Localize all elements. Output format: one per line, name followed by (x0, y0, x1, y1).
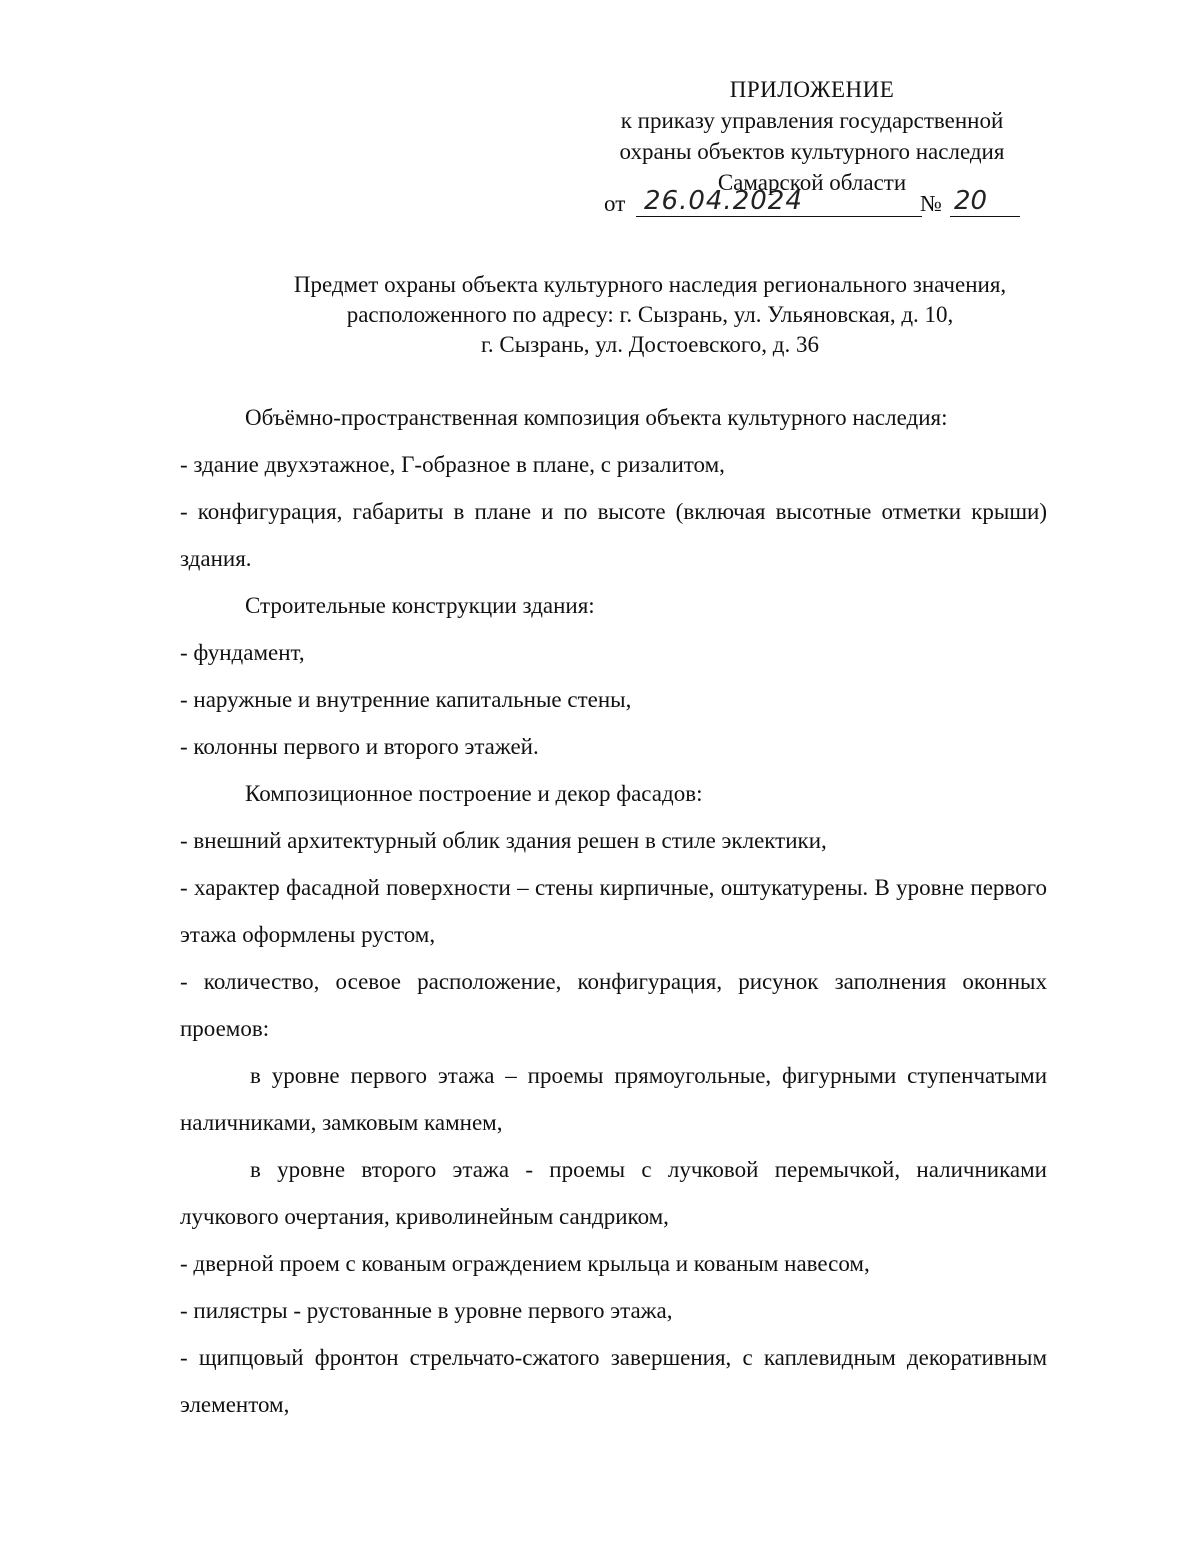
number-underline (950, 216, 1020, 217)
list-item: - щипцовый фронтон стрельчато-сжатого завершения, с каплевидным декоративным элементом, (180, 1345, 1047, 1417)
document-body (180, 394, 1047, 1428)
list-item: - дверной проем с кованым ограждением крыльца и кованым навесом, (180, 1251, 870, 1276)
sub-list-item: в уровне первого этажа – проемы прямоугольные, фигурными ступенчатыми наличниками, замковым камнем, (180, 1063, 1047, 1135)
date-prefix: от (604, 191, 626, 216)
appendix-line-1: к приказу управления государственной (620, 108, 1004, 133)
list-item: - фундамент, (180, 640, 305, 665)
list-item: - внешний архитектурный облик здания решен в стиле эклектики, (180, 828, 827, 853)
order-date-number (604, 186, 1024, 222)
handwritten-number: 20 (954, 186, 988, 216)
list-item: - наружные и внутренние капитальные стены, (180, 687, 632, 712)
date-underline (636, 216, 922, 217)
subject-heading (220, 270, 1080, 360)
subject-line-1: Предмет охраны объекта культурного наследия регионального значения, (293, 272, 1007, 297)
subject-line-2: расположенного по адресу: г. Сызрань, ул. Ульяновская, д. 10, (346, 302, 954, 327)
list-item: - количество, осевое расположение, конфигурация, рисунок заполнения оконных проемов: (180, 969, 1047, 1041)
handwritten-date: 26.04.2024 (644, 186, 803, 216)
list-item: - пилястры - рустованные в уровне первого этажа, (180, 1298, 673, 1323)
list-item: - конфигурация, габариты в плане и по высоте (включая высотные отметки крыши) здания. (180, 499, 1047, 571)
subject-line-3: г. Сызрань, ул. Достоевского, д. 36 (481, 332, 819, 357)
number-prefix: № (920, 191, 942, 216)
appendix-line-2: охраны объектов культурного наследия (619, 139, 1005, 164)
appendix-line-3: Самарской области (717, 170, 907, 195)
section-heading-facades: Композиционное построение и декор фасадов: (245, 781, 703, 806)
sub-list-item: в уровне второго этажа - проемы с лучковой перемычкой, наличниками лучкового очертания, криволинейным сандриком, (180, 1157, 1047, 1229)
section-heading-structures: Строительные конструкции здания: (245, 593, 595, 618)
appendix-header (592, 74, 1032, 198)
list-item: - здание двухэтажное, Г-образное в плане, с ризалитом, (180, 452, 725, 477)
list-item: - характер фасадной поверхности – стены кирпичные, оштукатурены. В уровне первого этажа оформлены рустом, (180, 875, 1047, 947)
section-heading-composition: Объёмно-пространственная композиция объекта культурного наследия: (245, 405, 948, 430)
list-item: - колонны первого и второго этажей. (180, 734, 539, 759)
appendix-title: ПРИЛОЖЕНИЕ (729, 77, 895, 102)
